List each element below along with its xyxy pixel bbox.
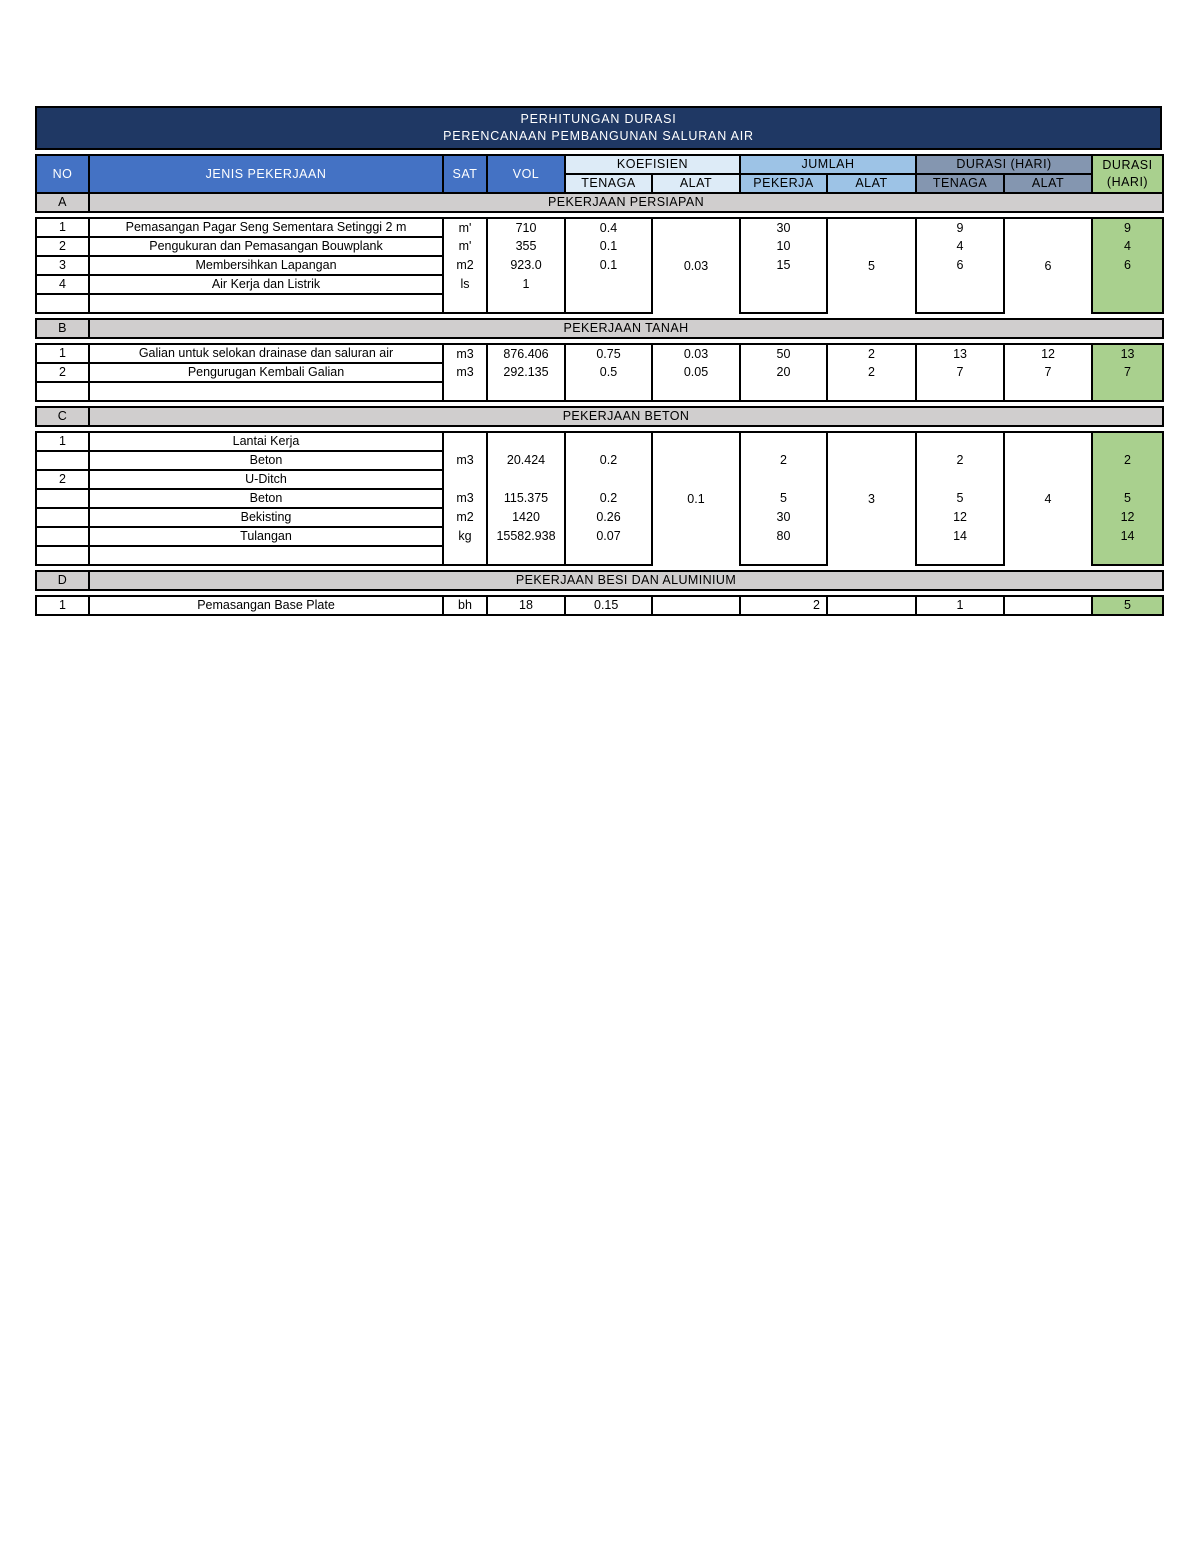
row-no <box>36 508 89 527</box>
merged-koef-alat: 0.03 <box>652 218 740 313</box>
header-koef-alat: ALAT <box>652 174 740 193</box>
row-jenis: Pemasangan Pagar Seng Sementara Setinggi 2 m <box>89 218 443 237</box>
row-durasi-alat: 12 <box>1004 344 1092 363</box>
row-pekerja: 10 <box>740 237 827 256</box>
row-sat: m2 <box>443 256 487 275</box>
row-durasi-tenaga: 7 <box>916 363 1004 382</box>
table-row <box>36 489 1163 508</box>
row-no: 3 <box>36 256 89 275</box>
row-pekerja: 2 <box>740 451 827 470</box>
row-pekerja <box>740 432 827 451</box>
row-vol: 292.135 <box>487 363 565 382</box>
row-durasi-tenaga <box>916 275 1004 294</box>
row-koef-tenaga <box>565 275 652 294</box>
table-row <box>36 256 1163 275</box>
row-koef-tenaga: 0.2 <box>565 451 652 470</box>
row-sat: m3 <box>443 363 487 382</box>
row-koef-tenaga: 0.07 <box>565 527 652 546</box>
merged-durasi-alat: 4 <box>1004 432 1092 565</box>
row-jenis: Membersihkan Lapangan <box>89 256 443 275</box>
table-row <box>36 596 1163 615</box>
row-vol: 115.375 <box>487 489 565 508</box>
row-no <box>36 527 89 546</box>
row-sat: m2 <box>443 508 487 527</box>
row-total: 5 <box>1092 596 1163 615</box>
title-line-1: PERHITUNGAN DURASI <box>520 112 677 126</box>
row-vol: 20.424 <box>487 451 565 470</box>
row-jenis: Beton <box>89 489 443 508</box>
header-koefisien: KOEFISIEN <box>565 155 740 174</box>
header-durasi-group: DURASI (HARI) <box>916 155 1092 174</box>
row-durasi-tenaga: 9 <box>916 218 1004 237</box>
table-row <box>36 470 1163 489</box>
header-durasi-tenaga: TENAGA <box>916 174 1004 193</box>
table-row <box>36 363 1163 382</box>
row-jenis: U-Ditch <box>89 470 443 489</box>
row-sat: m3 <box>443 344 487 363</box>
row-koef-alat <box>652 596 740 615</box>
merged-jumlah-alat: 5 <box>827 218 916 313</box>
row-koef-tenaga <box>565 470 652 489</box>
row-vol: 1420 <box>487 508 565 527</box>
table-row <box>36 508 1163 527</box>
header-jenis-pekerjaan: JENIS PEKERJAAN <box>89 155 443 193</box>
table-row <box>36 527 1163 546</box>
row-sat: m' <box>443 218 487 237</box>
row-total: 2 <box>1092 451 1163 470</box>
row-vol: 876.406 <box>487 344 565 363</box>
header-jumlah: JUMLAH <box>740 155 916 174</box>
row-koef-tenaga: 0.5 <box>565 363 652 382</box>
row-jenis: Bekisting <box>89 508 443 527</box>
title-line-2: PERENCANAAN PEMBANGUNAN SALURAN AIR <box>443 129 754 143</box>
row-koef-alat: 0.05 <box>652 363 740 382</box>
row-jumlah-alat: 2 <box>827 363 916 382</box>
row-durasi-alat: 7 <box>1004 363 1092 382</box>
row-total: 12 <box>1092 508 1163 527</box>
row-total: 4 <box>1092 237 1163 256</box>
section-code: A <box>36 193 89 212</box>
row-durasi-tenaga: 12 <box>916 508 1004 527</box>
row-pekerja: 80 <box>740 527 827 546</box>
duration-table <box>35 154 1164 616</box>
row-durasi-alat <box>1004 596 1092 615</box>
row-total: 14 <box>1092 527 1163 546</box>
row-durasi-tenaga: 5 <box>916 489 1004 508</box>
row-vol: 355 <box>487 237 565 256</box>
row-vol <box>487 432 565 451</box>
row-durasi-tenaga <box>916 432 1004 451</box>
header-no: NO <box>36 155 89 193</box>
row-sat: m3 <box>443 451 487 470</box>
row-total: 9 <box>1092 218 1163 237</box>
section-title: PEKERJAAN BESI DAN ALUMINIUM <box>89 571 1163 590</box>
row-durasi-tenaga: 1 <box>916 596 1004 615</box>
row-pekerja: 2 <box>740 596 827 615</box>
row-no: 1 <box>36 596 89 615</box>
row-jenis: Pengukuran dan Pemasangan Bouwplank <box>89 237 443 256</box>
row-total: 5 <box>1092 489 1163 508</box>
row-jenis: Beton <box>89 451 443 470</box>
row-pekerja: 15 <box>740 256 827 275</box>
merged-durasi-alat: 6 <box>1004 218 1092 313</box>
row-koef-tenaga: 0.75 <box>565 344 652 363</box>
row-vol <box>487 470 565 489</box>
section-code: C <box>36 407 89 426</box>
row-sat: kg <box>443 527 487 546</box>
header-koef-tenaga: TENAGA <box>565 174 652 193</box>
table-row <box>36 275 1163 294</box>
row-sat <box>443 470 487 489</box>
row-durasi-tenaga <box>916 470 1004 489</box>
row-no <box>36 451 89 470</box>
row-vol: 1 <box>487 275 565 294</box>
row-jumlah-alat: 2 <box>827 344 916 363</box>
row-total <box>1092 432 1163 451</box>
header-jumlah-pekerja: PEKERJA <box>740 174 827 193</box>
row-no: 1 <box>36 432 89 451</box>
row-durasi-tenaga: 14 <box>916 527 1004 546</box>
row-total <box>1092 470 1163 489</box>
row-jenis: Lantai Kerja <box>89 432 443 451</box>
row-vol: 15582.938 <box>487 527 565 546</box>
row-koef-tenaga: 0.1 <box>565 237 652 256</box>
row-pekerja: 30 <box>740 218 827 237</box>
section-title: PEKERJAAN PERSIAPAN <box>89 193 1163 212</box>
row-no: 1 <box>36 218 89 237</box>
row-koef-tenaga: 0.4 <box>565 218 652 237</box>
row-pekerja: 50 <box>740 344 827 363</box>
row-sat: ls <box>443 275 487 294</box>
table-row <box>36 237 1163 256</box>
row-jenis: Tulangan <box>89 527 443 546</box>
header-jumlah-alat: ALAT <box>827 174 916 193</box>
row-total: 7 <box>1092 363 1163 382</box>
table-row-empty <box>36 382 1163 401</box>
section-code: D <box>36 571 89 590</box>
header-durasi-total: DURASI (HARI) <box>1092 155 1163 193</box>
row-vol: 18 <box>487 596 565 615</box>
row-no <box>36 489 89 508</box>
header-vol: VOL <box>487 155 565 193</box>
title-band <box>35 106 1162 150</box>
merged-jumlah-alat: 3 <box>827 432 916 565</box>
table-row-empty <box>36 294 1163 313</box>
row-koef-tenaga <box>565 432 652 451</box>
table-row <box>36 432 1163 451</box>
row-no: 4 <box>36 275 89 294</box>
header-durasi-alat: ALAT <box>1004 174 1092 193</box>
row-sat <box>443 432 487 451</box>
table-row <box>36 451 1163 470</box>
row-durasi-tenaga: 6 <box>916 256 1004 275</box>
row-durasi-tenaga: 4 <box>916 237 1004 256</box>
row-pekerja <box>740 470 827 489</box>
row-vol: 923.0 <box>487 256 565 275</box>
row-total <box>1092 275 1163 294</box>
section-code: B <box>36 319 89 338</box>
header-sat: SAT <box>443 155 487 193</box>
row-vol: 710 <box>487 218 565 237</box>
row-pekerja <box>740 275 827 294</box>
row-total: 13 <box>1092 344 1163 363</box>
row-no: 1 <box>36 344 89 363</box>
row-pekerja: 30 <box>740 508 827 527</box>
row-no: 2 <box>36 363 89 382</box>
row-koef-tenaga: 0.26 <box>565 508 652 527</box>
row-koef-tenaga: 0.2 <box>565 489 652 508</box>
row-jenis: Galian untuk selokan drainase dan saluran air <box>89 344 443 363</box>
merged-koef-alat: 0.1 <box>652 432 740 565</box>
table-row <box>36 218 1163 237</box>
row-pekerja: 20 <box>740 363 827 382</box>
calculation-sheet <box>35 106 1162 616</box>
row-koef-tenaga: 0.1 <box>565 256 652 275</box>
row-jenis: Air Kerja dan Listrik <box>89 275 443 294</box>
row-durasi-tenaga: 2 <box>916 451 1004 470</box>
row-sat: m3 <box>443 489 487 508</box>
row-pekerja: 5 <box>740 489 827 508</box>
row-no: 2 <box>36 470 89 489</box>
section-title: PEKERJAAN TANAH <box>89 319 1163 338</box>
row-jenis: Pemasangan Base Plate <box>89 596 443 615</box>
section-title: PEKERJAAN BETON <box>89 407 1163 426</box>
row-total: 6 <box>1092 256 1163 275</box>
row-jenis: Pengurugan Kembali Galian <box>89 363 443 382</box>
table-row <box>36 344 1163 363</box>
row-jumlah-alat <box>827 596 916 615</box>
row-koef-alat: 0.03 <box>652 344 740 363</box>
row-durasi-tenaga: 13 <box>916 344 1004 363</box>
row-sat: m' <box>443 237 487 256</box>
row-koef-tenaga: 0.15 <box>565 596 652 615</box>
row-no: 2 <box>36 237 89 256</box>
table-row-empty <box>36 546 1163 565</box>
row-sat: bh <box>443 596 487 615</box>
